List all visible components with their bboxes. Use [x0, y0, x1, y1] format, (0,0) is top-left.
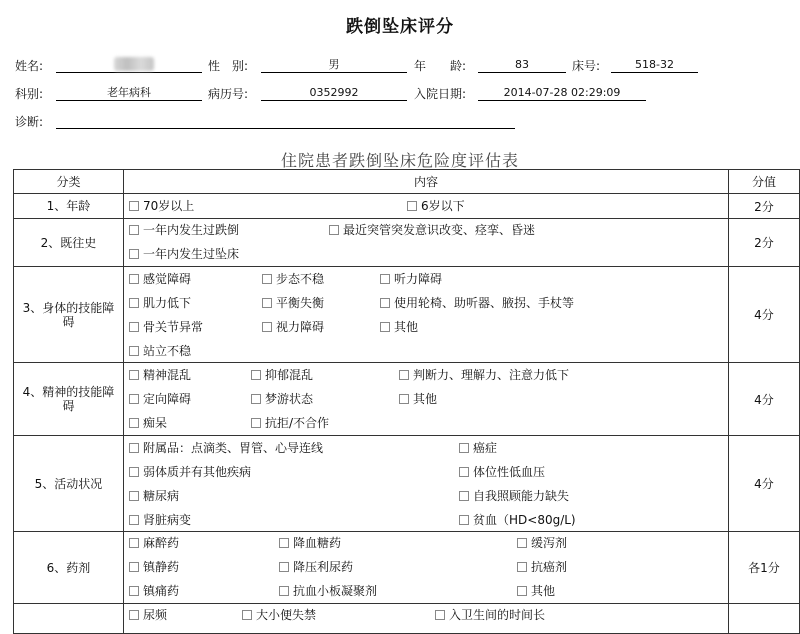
checkbox-box[interactable]	[129, 274, 139, 284]
admit-value: 2014-07-28 02:29:09	[478, 85, 646, 101]
risk-assessment-table	[13, 169, 800, 634]
checkbox-label: 其他	[413, 392, 438, 406]
checkbox-box[interactable]	[242, 610, 252, 620]
checkbox-box[interactable]	[517, 562, 527, 572]
risk-checkbox[interactable]	[279, 559, 353, 575]
table-row	[14, 267, 800, 363]
checkbox-box[interactable]	[380, 274, 390, 284]
table-row	[14, 532, 800, 604]
row-category: 5、活动状况	[14, 436, 124, 532]
risk-checkbox[interactable]	[517, 583, 555, 599]
risk-checkbox[interactable]	[262, 319, 324, 335]
checkbox-label: 抗血小板凝聚剂	[293, 584, 378, 598]
diag-value	[56, 113, 515, 129]
checkbox-label: 大小便失禁	[256, 608, 317, 622]
checkbox-label: 一年内发生过跌倒	[143, 223, 240, 237]
checkbox-label: 缓泻剂	[531, 536, 568, 550]
gender-value: 男	[261, 57, 407, 73]
table-row	[14, 194, 800, 219]
checkbox-label: 听力障碍	[394, 272, 443, 286]
checkbox-box[interactable]	[262, 274, 272, 284]
risk-checkbox[interactable]	[407, 198, 465, 214]
gender-label: 性 别:	[208, 59, 249, 73]
checkbox-label: 抑郁混乱	[265, 368, 314, 382]
checkbox-box[interactable]	[129, 491, 139, 501]
checkbox-box[interactable]	[517, 586, 527, 596]
checkbox-label: 感觉障碍	[143, 272, 192, 286]
risk-checkbox[interactable]	[262, 295, 324, 311]
row-category: 1、年龄	[14, 194, 124, 219]
checkbox-box[interactable]	[251, 394, 261, 404]
checkbox-box[interactable]	[129, 346, 139, 356]
risk-checkbox[interactable]	[129, 559, 179, 575]
checkbox-box[interactable]	[251, 370, 261, 380]
risk-checkbox[interactable]	[129, 222, 239, 238]
checkbox-label: 降血糖药	[293, 536, 342, 550]
checkbox-box[interactable]	[399, 394, 409, 404]
checkbox-box[interactable]	[129, 586, 139, 596]
checkbox-label: 70岁以上	[143, 199, 195, 213]
checkbox-box[interactable]	[459, 491, 469, 501]
age-value: 83	[478, 57, 566, 73]
checkbox-box[interactable]	[129, 443, 139, 453]
checkbox-label: 体位性低血压	[473, 465, 546, 479]
checkbox-label: 尿频	[143, 608, 168, 622]
risk-checkbox[interactable]	[517, 535, 567, 551]
risk-checkbox[interactable]	[329, 222, 535, 238]
bed-label: 床号:	[572, 59, 601, 73]
checkbox-label: 其他	[394, 320, 419, 334]
risk-checkbox[interactable]	[251, 391, 313, 407]
risk-checkbox[interactable]	[279, 535, 341, 551]
risk-checkbox[interactable]	[262, 271, 324, 287]
risk-checkbox[interactable]	[399, 391, 437, 407]
risk-checkbox[interactable]	[242, 607, 316, 623]
risk-checkbox[interactable]	[129, 415, 167, 431]
checkbox-box[interactable]	[279, 562, 289, 572]
table-row	[14, 604, 800, 634]
risk-checkbox[interactable]	[279, 583, 377, 599]
row-score	[729, 604, 800, 634]
row-category: 2、既往史	[14, 219, 124, 267]
risk-checkbox[interactable]	[251, 415, 329, 431]
risk-checkbox[interactable]	[129, 271, 191, 287]
checkbox-label: 其他	[531, 584, 556, 598]
checkbox-box[interactable]	[129, 394, 139, 404]
header-category: 分类	[14, 170, 124, 194]
name-label: 姓名:	[15, 59, 44, 73]
risk-checkbox[interactable]	[399, 367, 569, 383]
checkbox-box[interactable]	[399, 370, 409, 380]
checkbox-label: 抗拒/不合作	[265, 416, 330, 430]
risk-checkbox[interactable]	[459, 464, 545, 480]
checkbox-box[interactable]	[279, 538, 289, 548]
risk-checkbox[interactable]	[459, 440, 497, 456]
risk-checkbox[interactable]	[129, 319, 203, 335]
risk-checkbox[interactable]	[129, 440, 323, 456]
checkbox-label: 梦游状态	[265, 392, 314, 406]
header-content: 内容	[124, 170, 729, 194]
checkbox-label: 定向障碍	[143, 392, 192, 406]
checkbox-label: 肌力低下	[143, 296, 192, 310]
row-score: 4分	[729, 267, 800, 363]
row-score: 4分	[729, 363, 800, 436]
table-row	[14, 436, 800, 532]
checkbox-box[interactable]	[407, 201, 417, 211]
checkbox-label: 骨关节异常	[143, 320, 204, 334]
checkbox-label: 一年内发生过坠床	[143, 247, 240, 261]
risk-checkbox[interactable]	[129, 295, 191, 311]
checkbox-box[interactable]	[129, 562, 139, 572]
checkbox-box[interactable]	[129, 515, 139, 525]
checkbox-box[interactable]	[435, 610, 445, 620]
row-score: 各1分	[729, 532, 800, 604]
checkbox-label: 癌症	[473, 441, 498, 455]
row-category	[14, 604, 124, 634]
risk-checkbox[interactable]	[459, 512, 576, 528]
checkbox-box[interactable]	[129, 225, 139, 235]
checkbox-label: 弱体质并有其他疾病	[143, 465, 252, 479]
checkbox-label: 镇静药	[143, 560, 180, 574]
row-category: 4、精神的技能障碍	[14, 363, 124, 436]
risk-checkbox[interactable]	[129, 488, 179, 504]
table-row	[14, 219, 800, 267]
checkbox-label: 6岁以下	[421, 199, 465, 213]
checkbox-label: 麻醉药	[143, 536, 180, 550]
checkbox-box[interactable]	[129, 298, 139, 308]
row-score: 2分	[729, 194, 800, 219]
checkbox-label: 抗癌剂	[531, 560, 568, 574]
diag-label: 诊断:	[15, 115, 44, 129]
risk-checkbox[interactable]	[517, 559, 567, 575]
risk-checkbox[interactable]	[129, 343, 191, 359]
redacted-name	[114, 57, 154, 71]
bed-value: 518-32	[611, 57, 698, 73]
table-title: 住院患者跌倒坠床危险度评估表	[280, 151, 519, 170]
checkbox-box[interactable]	[129, 201, 139, 211]
checkbox-label: 镇痛药	[143, 584, 180, 598]
checkbox-box[interactable]	[459, 515, 469, 525]
record-label: 病历号:	[208, 87, 249, 101]
risk-checkbox[interactable]	[459, 488, 569, 504]
checkbox-box[interactable]	[129, 418, 139, 428]
checkbox-label: 视力障碍	[276, 320, 325, 334]
checkbox-box[interactable]	[459, 443, 469, 453]
checkbox-label: 精神混乱	[143, 368, 192, 382]
checkbox-box[interactable]	[251, 418, 261, 428]
risk-checkbox[interactable]	[380, 319, 418, 335]
checkbox-box[interactable]	[129, 249, 139, 259]
risk-checkbox[interactable]	[435, 607, 545, 623]
checkbox-label: 贫血（HD<80g/L)	[473, 513, 576, 527]
checkbox-box[interactable]	[329, 225, 339, 235]
checkbox-label: 入卫生间的时间长	[449, 608, 546, 622]
risk-checkbox[interactable]	[380, 271, 442, 287]
checkbox-label: 步态不稳	[276, 272, 325, 286]
checkbox-label: 判断力、理解力、注意力低下	[413, 368, 570, 382]
checkbox-box[interactable]	[129, 538, 139, 548]
table-row	[14, 363, 800, 436]
row-category: 3、身体的技能障碍	[14, 267, 124, 363]
header-score: 分值	[729, 170, 800, 194]
risk-checkbox[interactable]	[129, 391, 191, 407]
dept-value: 老年病科	[56, 85, 202, 101]
checkbox-box[interactable]	[129, 467, 139, 477]
checkbox-box[interactable]	[279, 586, 289, 596]
risk-checkbox[interactable]	[129, 607, 167, 623]
row-category: 6、药剂	[14, 532, 124, 604]
admit-label: 入院日期:	[414, 87, 467, 101]
form-title: 跌倒坠床评分	[346, 17, 454, 37]
row-score: 4分	[729, 436, 800, 532]
checkbox-box[interactable]	[129, 370, 139, 380]
checkbox-label: 最近突管突发意识改变、痉挛、昏迷	[343, 223, 536, 237]
checkbox-label: 降压利尿药	[293, 560, 354, 574]
checkbox-box[interactable]	[517, 538, 527, 548]
risk-checkbox[interactable]	[129, 464, 251, 480]
age-label: 年 龄:	[414, 59, 467, 73]
risk-checkbox[interactable]	[129, 367, 191, 383]
checkbox-label: 糖尿病	[143, 489, 180, 503]
table-header-row	[14, 170, 800, 194]
checkbox-label: 使用轮椅、助听器、腋拐、手杖等	[394, 296, 575, 310]
checkbox-label: 肾脏病变	[143, 513, 192, 527]
risk-checkbox[interactable]	[129, 583, 179, 599]
checkbox-box[interactable]	[262, 322, 272, 332]
checkbox-label: 附属品：点滴类、胃管、心导连线	[143, 441, 324, 455]
risk-checkbox[interactable]	[129, 246, 239, 262]
checkbox-box[interactable]	[380, 298, 390, 308]
checkbox-label: 站立不稳	[143, 344, 192, 358]
risk-checkbox[interactable]	[380, 295, 574, 311]
risk-checkbox[interactable]	[129, 198, 194, 214]
row-score: 2分	[729, 219, 800, 267]
risk-checkbox[interactable]	[251, 367, 313, 383]
risk-checkbox[interactable]	[129, 535, 179, 551]
checkbox-label: 痴呆	[143, 416, 168, 430]
checkbox-box[interactable]	[129, 610, 139, 620]
checkbox-label: 自我照顾能力缺失	[473, 489, 570, 503]
checkbox-label: 平衡失衡	[276, 296, 325, 310]
risk-checkbox[interactable]	[129, 512, 191, 528]
checkbox-box[interactable]	[129, 322, 139, 332]
record-value: 0352992	[261, 85, 407, 101]
dept-label: 科别:	[15, 87, 44, 101]
checkbox-box[interactable]	[459, 467, 469, 477]
checkbox-box[interactable]	[262, 298, 272, 308]
checkbox-box[interactable]	[380, 322, 390, 332]
